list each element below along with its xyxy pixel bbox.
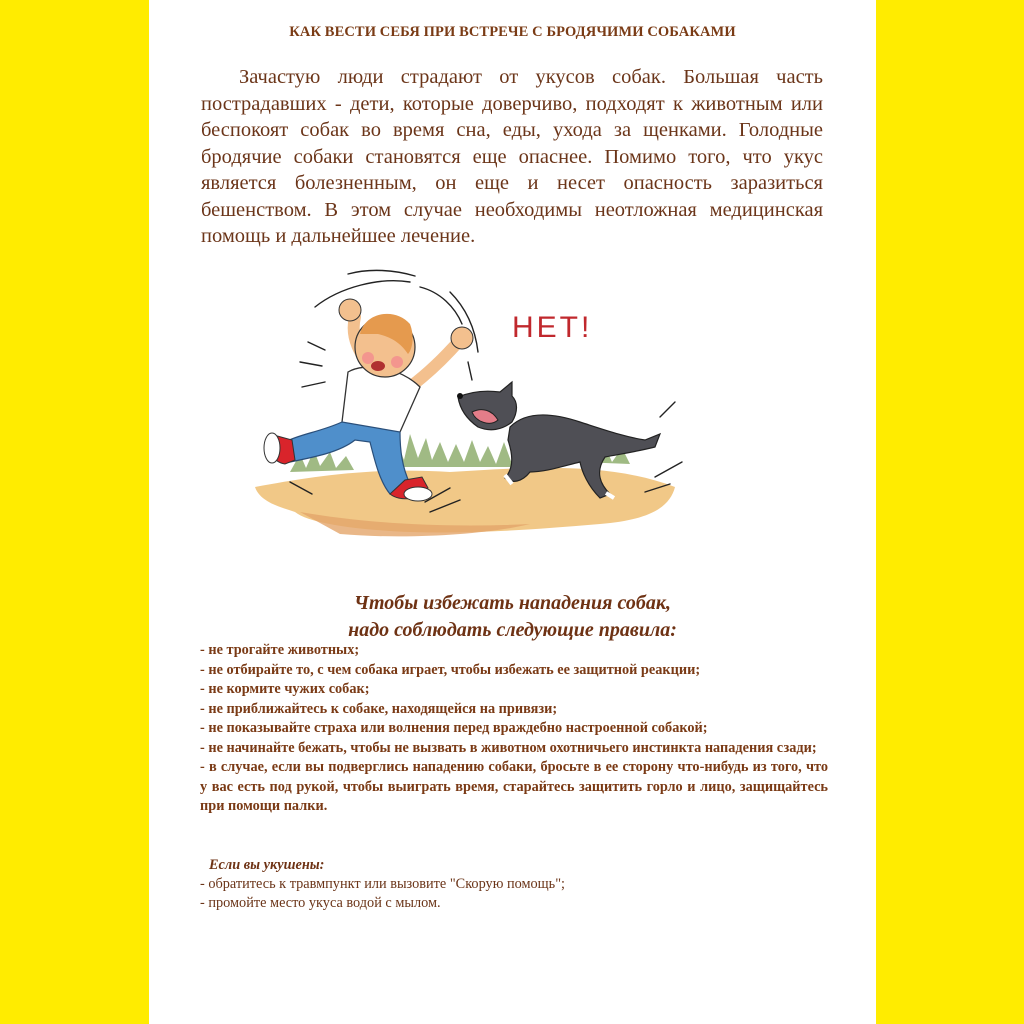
- boy-and-dog-illustration: [250, 262, 700, 562]
- rules-heading-line-2: надо соблюдать следующие правила:: [348, 619, 677, 641]
- rules-list: [200, 641, 828, 817]
- rule-item: - не трогайте животных;: [200, 642, 360, 658]
- rule-item: - не начинайте бежать, чтобы не вызвать в животном охотничьего инстинкта нападения сзади;: [200, 739, 817, 756]
- ground: [255, 468, 675, 536]
- if-bitten-heading: Если вы укушены:: [209, 857, 325, 873]
- rule-item: - не приближайтесь к собаке, находящейся на привязи;: [200, 700, 558, 717]
- rule-item: - не показывайте страха или волнения перед враждебно настроенной собакой;: [200, 720, 708, 736]
- rules-heading: [149, 590, 876, 644]
- if-bitten-item: - обратитесь к травмпункт или вызовите "Скорую помощь";: [200, 876, 566, 892]
- rule-item: - не кормите чужих собак;: [200, 681, 370, 697]
- shout-text: НЕТ!: [512, 311, 593, 344]
- rule-item: - не отбирайте то, с чем собака играет, чтобы избежать ее защитной реакции;: [200, 661, 701, 678]
- rules-heading-line-1: Чтобы избежать нападения собак,: [354, 592, 671, 614]
- page-title: КАК ВЕСТИ СЕБЯ ПРИ ВСТРЕЧЕ С БРОДЯЧИМИ СОБАКАМИ: [289, 24, 736, 40]
- if-bitten-section: [200, 856, 800, 913]
- leaflet-page: [149, 0, 876, 1024]
- rule-item: - в случае, если вы подверглись нападению собаки, бросьте в ее сторону что-нибудь из того, что у вас есть под рукой, чтобы выиграть время, старайтесь защитить горло и лицо, защищайтесь при помощи палки.: [200, 759, 828, 814]
- intro-paragraph: Зачастую люди страдают от укусов собак. Большая часть пострадавших - дети, которые доверчиво, подходят к животным или беспокоят собак во время сна, еды, ухода за щенками. Голодные бродячие собаки становятся еще опаснее. Помимо того, что укус является болезненным, он еще и несет опасность заразиться бешенством. В этом случае необходимы неотложная медицинская помощь и дальнейшее лечение.: [201, 66, 823, 247]
- if-bitten-item: - промойте место укуса водой с мылом.: [200, 895, 441, 911]
